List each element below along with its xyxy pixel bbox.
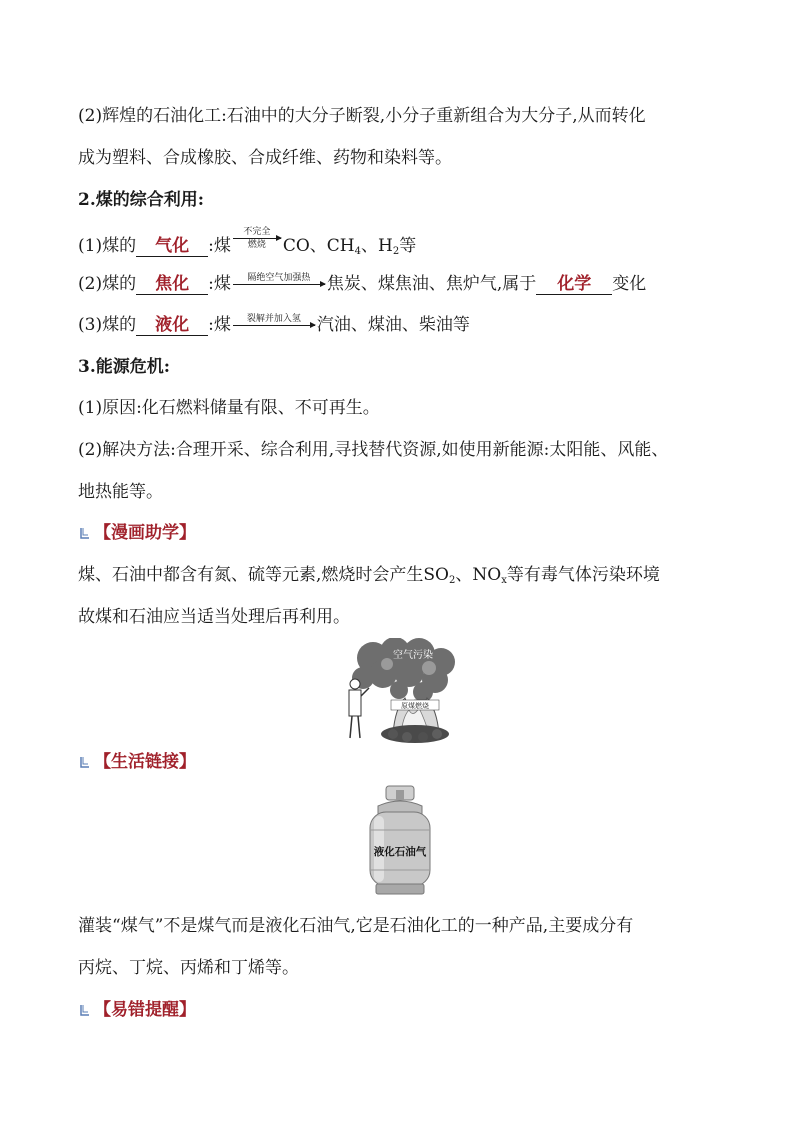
suffix: 等: [399, 236, 417, 256]
answer-blank: 化学: [536, 274, 612, 295]
reaction-arrow: [233, 314, 315, 327]
heading-text: 【易错提醒】: [94, 1000, 196, 1020]
paragraph-line: 故煤和石油应当适当处理后再利用。: [78, 607, 350, 627]
page-marker-icon: [80, 756, 90, 768]
heading-text: 【生活链接】: [94, 752, 196, 772]
air-pollution-comic-image: [343, 638, 459, 744]
arrow-shaft: [233, 238, 281, 239]
reaction-arrow: [233, 273, 325, 286]
coal-liquefaction-line: [78, 314, 470, 336]
image-title: 空气污染: [393, 650, 433, 661]
arrow-condition-bottom: 燃烧: [247, 240, 266, 250]
section-title: 3.能源危机:: [78, 357, 171, 377]
text: 等有毒气体污染环境: [506, 565, 660, 585]
arrow-shaft: [233, 325, 315, 326]
prefix: (3)煤的: [78, 315, 137, 335]
comic-section-heading: [80, 522, 196, 544]
paragraph-line: 成为塑料、合成橡胶、合成纤维、药物和染料等。: [78, 148, 452, 168]
prefix: (1)煤的: [78, 236, 137, 256]
image-label: 原煤燃烧: [401, 702, 429, 710]
page-marker-icon: [80, 527, 90, 539]
warning-section-heading: [80, 999, 196, 1021]
lpg-tank-image: [364, 784, 436, 896]
products: 汽油、煤油、柴油等: [316, 315, 470, 335]
paragraph-line: (2)辉煌的石油化工:石油中的大分子断裂,小分子重新组合为大分子,从而转化: [78, 106, 646, 126]
mid: :煤: [208, 315, 231, 335]
subscript: 2: [449, 575, 456, 586]
section-title: 2.煤的综合利用:: [78, 190, 205, 210]
mid: :煤: [208, 236, 231, 256]
subscript: 4: [354, 246, 361, 257]
products: 焦炭、煤焦油、焦炉气,属于: [326, 274, 537, 294]
answer-blank: 液化: [136, 315, 208, 336]
paragraph-line: 地热能等。: [78, 482, 163, 502]
mid: :煤: [208, 274, 231, 294]
formula-text: CO、CH: [282, 236, 355, 256]
text: 煤、石油中都含有氮、硫等元素,燃烧时会产生SO: [78, 565, 449, 585]
paragraph-line: [78, 564, 660, 592]
life-section-heading: [80, 751, 196, 773]
heading-text: 【漫画助学】: [94, 523, 196, 543]
paragraph-line: 灌装“煤气”不是煤气而是液化石油气,它是石油化工的一种产品,主要成分有: [78, 916, 634, 936]
reaction-arrow: [233, 227, 281, 250]
subscript: x: [501, 575, 507, 586]
arrow-condition-top: 隔绝空气加强热: [247, 273, 311, 283]
page-marker-icon: [80, 1004, 90, 1016]
paragraph-line: (2)解决方法:合理开采、综合利用,寻找替代资源,如使用新能源:太阳能、风能、: [78, 440, 669, 460]
paragraph-line: 丙烷、丁烷、丙烯和丁烯等。: [78, 958, 299, 978]
prefix: (2)煤的: [78, 274, 137, 294]
answer-blank: 焦化: [136, 274, 208, 295]
coal-gasification-line: [78, 227, 417, 263]
text: 、NO: [455, 565, 502, 585]
arrow-condition-top: 不完全: [243, 227, 271, 237]
formula-text: 、H: [360, 236, 393, 256]
arrow-condition-top: 裂解并加入氢: [246, 314, 301, 324]
answer-blank: 气化: [136, 236, 208, 257]
subscript: 2: [392, 246, 400, 257]
tank-label: 液化石油气: [373, 846, 427, 858]
arrow-shaft: [233, 284, 325, 285]
paragraph-line: (1)原因:化石燃料储量有限、不可再生。: [78, 398, 380, 418]
suffix: 变化: [612, 274, 647, 294]
coal-coking-line: [78, 273, 646, 295]
